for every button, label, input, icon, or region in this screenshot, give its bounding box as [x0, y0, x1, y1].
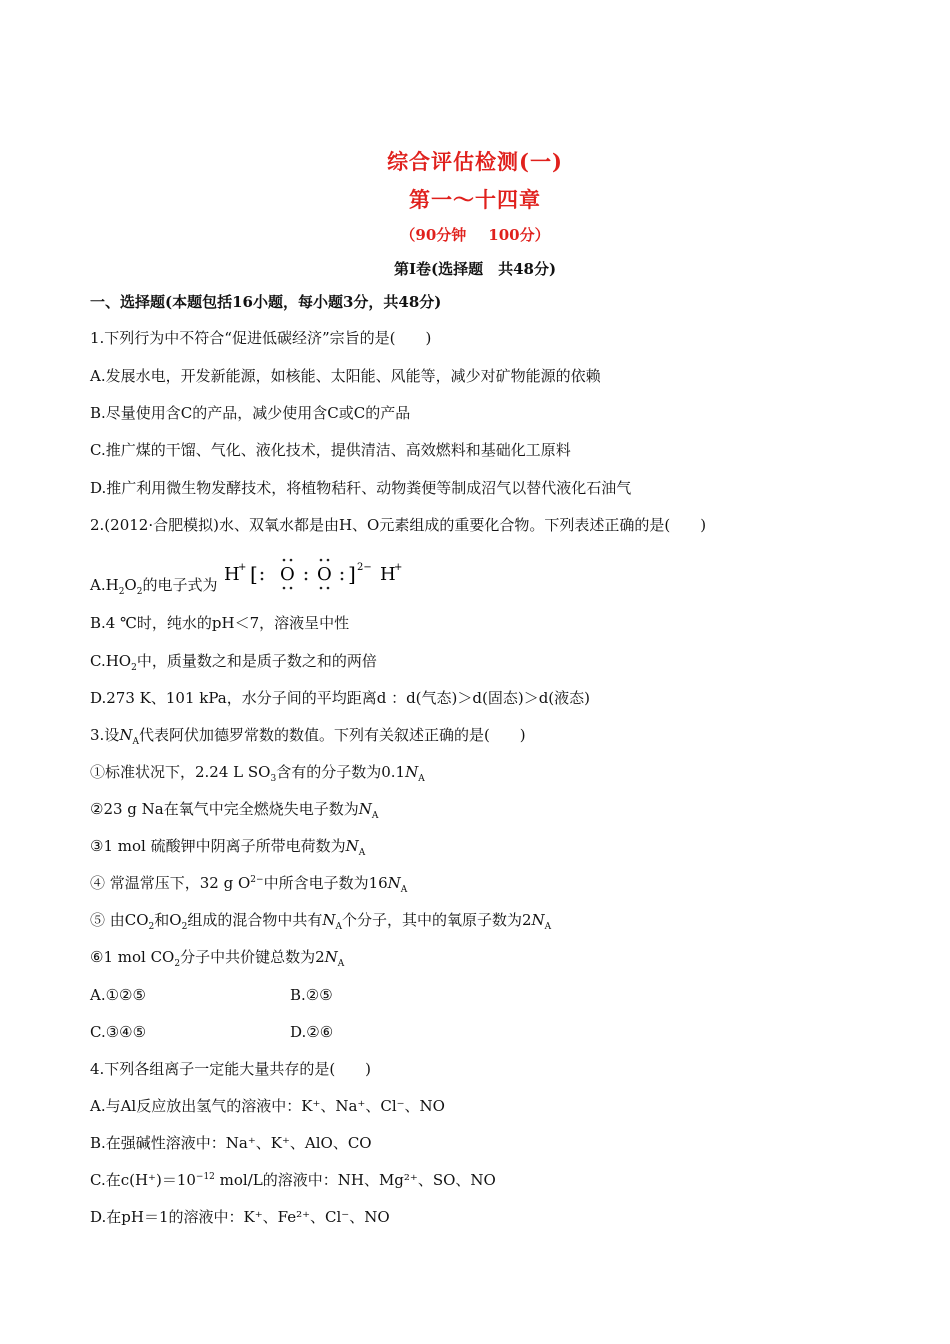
q4-option-a: A.与Al反应放出氢气的溶液中：K⁺、Na⁺、Cl⁻、NO — [90, 1097, 445, 1115]
volume-heading: 第Ⅰ卷(选择题 共48分) — [393, 260, 557, 278]
exam-time-score — [0, 224, 950, 245]
formula-h-right: H — [380, 564, 396, 585]
electron-formula-image — [222, 556, 410, 592]
formula-oxygen-1: O — [280, 564, 295, 585]
formula-oxygen-2: O — [317, 564, 332, 585]
formula-bracket-close: ] — [348, 562, 356, 586]
q4-option-d: D.在pH＝1的溶液中：K⁺、Fe²⁺、Cl⁻、NO — [90, 1208, 390, 1226]
q3-option-c: C.③④⑤ — [90, 1023, 147, 1041]
q3-option-d: D.②⑥ — [290, 1023, 334, 1041]
formula-plus-left: + — [238, 562, 247, 573]
q1-stem: 1.下列行为中不符合“促进低碳经济”宗旨的是( ) — [90, 329, 432, 347]
q1-option-c: C.推广煤的干馏、气化、液化技术，提供清洁、高效燃料和基础化工原料 — [90, 441, 571, 459]
q1-option-d: D.推广利用微生物发酵技术，将植物秸秆、动物粪便等制成沼气以替代液化石油气 — [90, 479, 632, 497]
q3-statement-2: ②23 g Na在氧气中完全燃烧失电子数为$N_A$ — [90, 800, 379, 821]
q2-option-c: $C.HO_2$中，质量数之和是质子数之和的两倍 — [90, 652, 377, 673]
exam-score: 100分） — [488, 226, 550, 244]
q4-option-c: C.在$c(H^+)=10^{-12}$ mol/L的溶液中：NH、Mg²⁺、SO、NO — [90, 1171, 496, 1189]
formula-h-left: H — [224, 564, 240, 585]
formula-plus-right: + — [394, 562, 403, 573]
q2-option-a: $A.H_2O_2$的电子式为 — [90, 576, 218, 597]
q3-option-b: B.②⑤ — [290, 986, 333, 1004]
exam-time: （90分钟 — [400, 226, 467, 244]
q3-statement-1: ①标准状况下，2.24 L $SO_3$含有的分子数为$0.1N_A$ — [90, 763, 425, 784]
formula-charge: 2− — [357, 562, 372, 573]
q1-option-b: B.尽量使用含C的产品，减少使用含C或C的产品 — [90, 404, 411, 422]
q2-stem: 2.(2012·合肥模拟)水、双氧水都是由H、O元素组成的重要化合物。下列表述正确的是( ) — [90, 516, 707, 534]
q4-option-b: B.在强碱性溶液中：Na⁺、K⁺、AlO、CO — [90, 1134, 372, 1152]
q3-statement-6: ⑥1 mol $CO_2$分子中共价键总数为$2N_A$ — [90, 948, 345, 969]
section-heading: 一、选择题(本题包括16小题，每小题3分，共48分) — [90, 293, 442, 311]
q2-option-b: B.4 ℃时，纯水的pH＜7，溶液呈中性 — [90, 614, 350, 632]
q3-option-a: A.①②⑤ — [90, 986, 146, 1004]
q1-option-a: A.发展水电，开发新能源，如核能、太阳能、风能等，减少对矿物能源的依赖 — [90, 367, 601, 385]
page-subtitle: 第一～十四章 — [409, 187, 541, 212]
q4-stem: 4.下列各组离子一定能大量共存的是( ) — [90, 1060, 372, 1078]
formula-bracket-open: [ — [250, 562, 258, 586]
q2-option-d: D.273 K、101 kPa，水分子间的平均距离d ：d(气态)＞d(固态)＞d(液态) — [90, 689, 591, 707]
q3-stem: 3.设$N_A$代表阿伏加德罗常数的数值。下列有关叙述正确的是( ) — [90, 726, 526, 747]
q3-statement-4: ④ 常温常压下，32 g $O^{2-}$中所含电子数为$16N_A$ — [90, 874, 408, 895]
q3-statement-5: ⑤ 由$CO_2$和$O_2$组成的混合物中共有$N_A$个分子，其中的氧原子数为$2N_A$ — [90, 911, 552, 932]
page-title: 综合评估检测(一) — [387, 149, 563, 174]
q3-statement-3: ③1 mol 硫酸钾中阴离子所带电荷数为$N_A$ — [90, 837, 366, 858]
